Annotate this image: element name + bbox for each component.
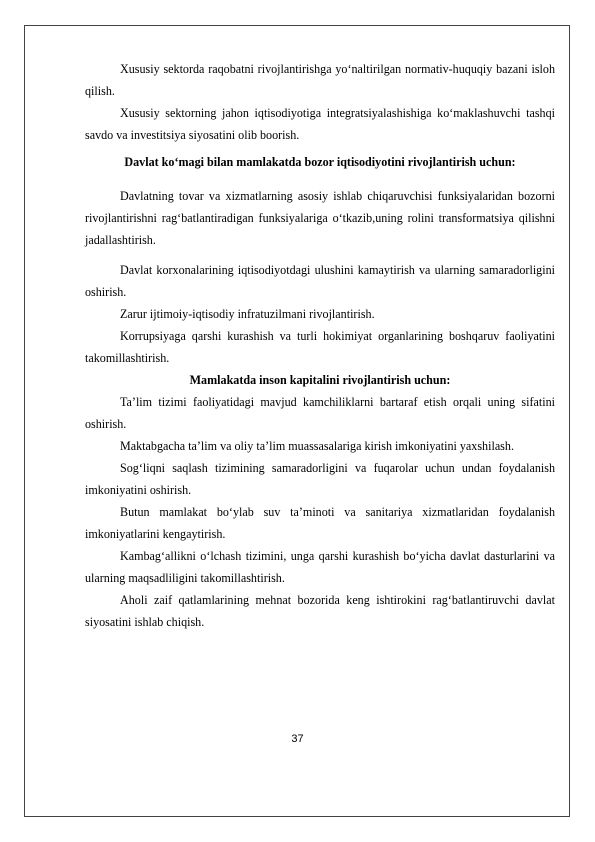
paragraph: Xususiy sektorda raqobatni rivojlantirishga yo‘naltirilgan normativ-huquqiy bazani isloh qilish. <box>85 62 555 98</box>
paragraph: Korrupsiyaga qarshi kurashish va turli hokimiyat organlarining boshqaruv faoliyatini takomillashtirish. <box>85 329 555 365</box>
document-body <box>85 58 555 633</box>
paragraph: Davlat korxonalarining iqtisodiyotdagi ulushini kamaytirish va ularning samaradorligini oshirish. <box>85 263 555 299</box>
section-heading-market-economy: Davlat ko‘magi bilan mamlakatda bozor iqtisodiyotini rivojlantirish uchun: <box>124 155 516 169</box>
paragraph: Xususiy sektorning jahon iqtisodiyotiga integratsiyalashishiga ko‘maklashuvchi tashqi savdo va investitsiya siyosatini olib boorish. <box>85 106 555 142</box>
paragraph: Aholi zaif qatlamlarining mehnat bozorida keng ishtirokini rag‘batlantiruvchi davlat siyosatini ishlab chiqish. <box>85 593 555 629</box>
paragraph: Maktabgacha ta’lim va oliy ta’lim muassasalariga kirish imkoniyatini yaxshilash. <box>120 439 514 453</box>
paragraph: Davlatning tovar va xizmatlarning asosiy ishlab chiqaruvchisi funksiyalaridan bozorni rivojlantirishni rag‘batlantiradigan funksiyalariga o‘tkazib,uning rolini transformatsiya qilishni jadallashtirish. <box>85 189 555 247</box>
paragraph: Sog‘liqni saqlash tizimining samaradorligini va fuqarolar uchun undan foydalanish imkoniyatini oshirish. <box>85 461 555 497</box>
paragraph: Ta’lim tizimi faoliyatidagi mavjud kamchiliklarni bartaraf etish orqali uning sifatini oshirish. <box>85 395 555 431</box>
page-number: 37 <box>291 733 304 745</box>
paragraph: Zarur ijtimoiy-iqtisodiy infratuzilmani rivojlantirish. <box>120 307 375 321</box>
paragraph: Butun mamlakat bo‘ylab suv ta’minoti va sanitariya xizmatlaridan foydalanish imkoniyatlarini kengaytirish. <box>85 505 555 541</box>
paragraph: Kambag‘allikni o‘lchash tizimini, unga qarshi kurashish bo‘yicha davlat dasturlarini va ularning maqsadliligini takomillashtirish. <box>85 549 555 585</box>
section-heading-human-capital: Mamlakatda inson kapitalini rivojlantirish uchun: <box>189 373 451 387</box>
